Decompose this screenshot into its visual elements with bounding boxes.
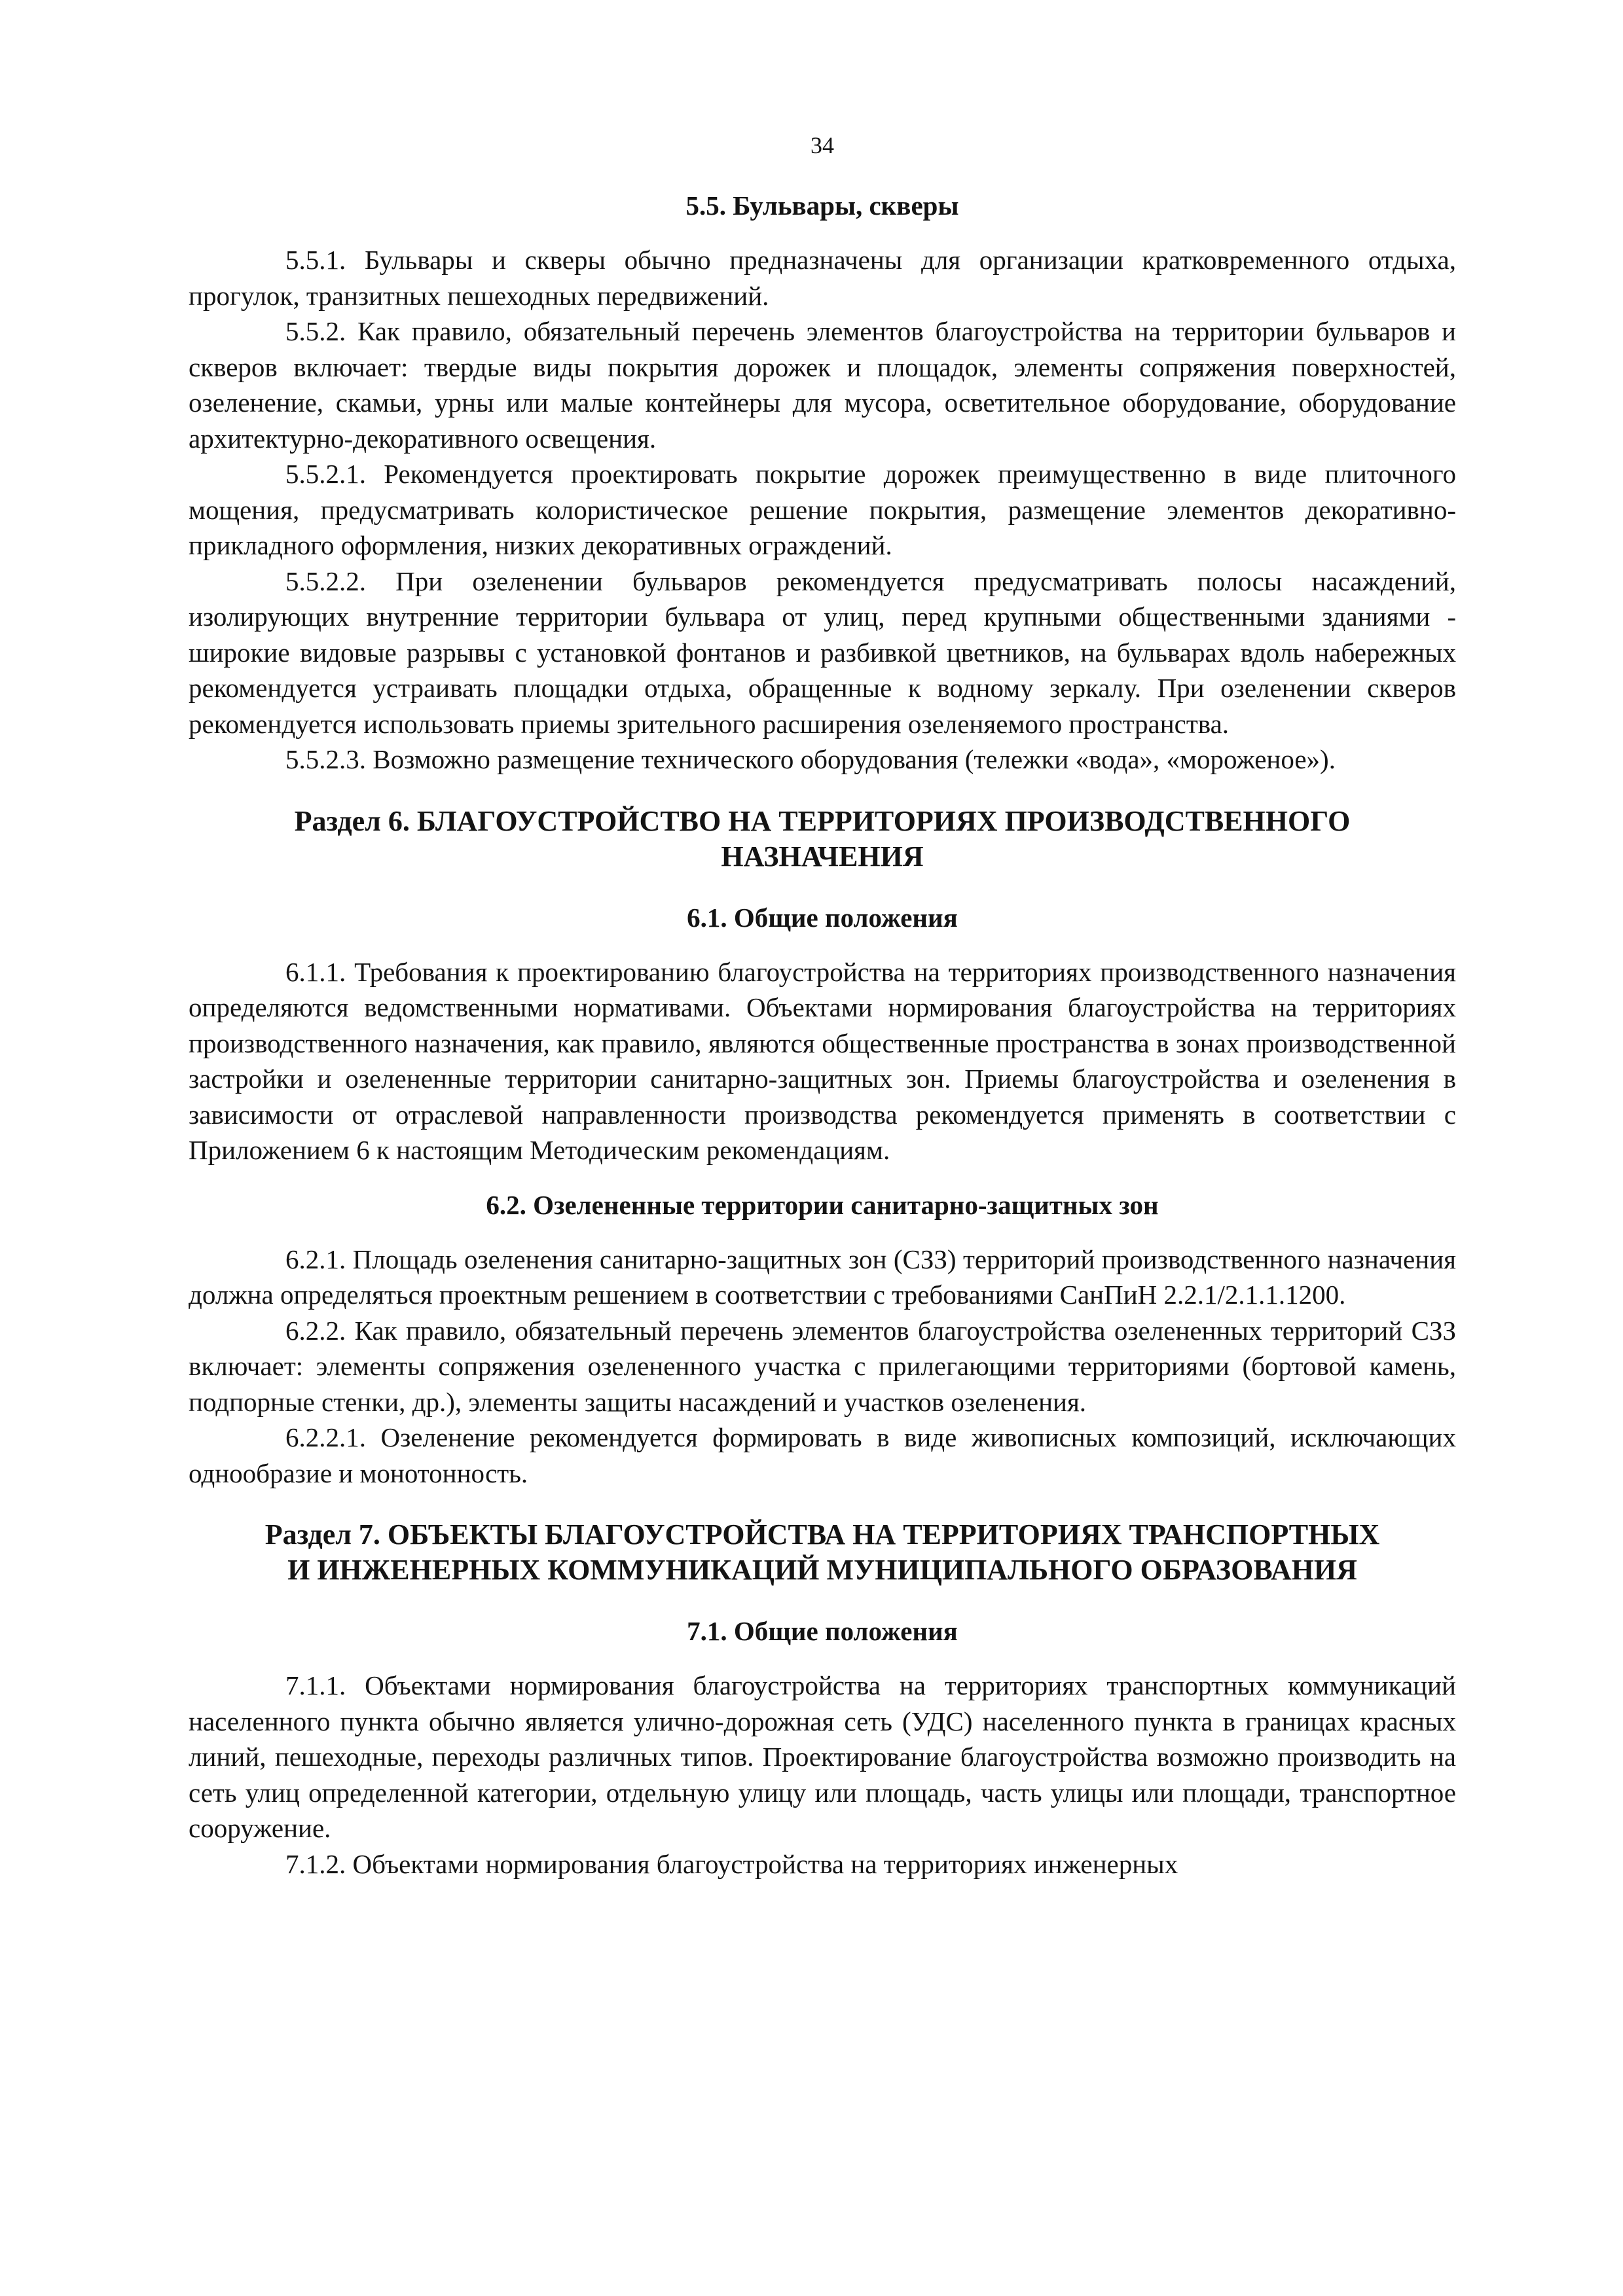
paragraph-5-5-1: 5.5.1. Бульвары и скверы обычно предназначены для организации кратковременного отдыха, прогулок, транзитных пешеходных передвижений. (189, 245, 1456, 311)
section-6-heading-line1: Раздел 6. БЛАГОУСТРОЙСТВО НА ТЕРРИТОРИЯХ ПРОИЗВОДСТВЕННОГО (294, 804, 1351, 837)
heading-5-5: 5.5. Бульвары, скверы (685, 190, 959, 221)
paragraph-7-1-1: 7.1.1. Объектами нормирования благоустройства на территориях транспортных коммуникаций населенного пункта обычно является улично-дорожная сеть (УДС) населенного пункта в границах красных линий, пешеходные, переходы различных типов. Проектирование благоустройства возможно производить на сеть улиц определенной категории, отдельную улицу или площадь, часть улицы или площади, транспортное сооружение. (189, 1670, 1456, 1843)
paragraph-6-2-2-1: 6.2.2.1. Озеленение рекомендуется формировать в виде живописных композиций, исключающих однообразие и монотонность. (189, 1422, 1456, 1488)
page-number: 34 (811, 132, 834, 158)
heading-7-1: 7.1. Общие положения (687, 1616, 958, 1646)
section-7-heading-line1: Раздел 7. ОБЪЕКТЫ БЛАГОУСТРОЙСТВА НА ТЕРРИТОРИЯХ ТРАНСПОРТНЫХ (264, 1518, 1380, 1551)
paragraph-5-5-2-3: 5.5.2.3. Возможно размещение технического оборудования (тележки «вода», «мороженое»). (285, 744, 1336, 774)
heading-6-2: 6.2. Озелененные территории санитарно-защитных зон (486, 1189, 1159, 1220)
document-page (189, 131, 1456, 1882)
heading-6-1: 6.1. Общие положения (687, 902, 958, 933)
paragraph-5-5-2-2: 5.5.2.2. При озеленении бульваров рекомендуется предусматривать полосы насаждений, изолирующих внутренние территории бульвара от улиц, перед крупными общественными зданиями - широкие видовые разрывы с установкой фонтанов и разбивкой цветников, на бульварах вдоль набережных рекомендуется устраивать площадки отдыха, обращенные к водному зеркалу. При озеленении скверов рекомендуется использовать приемы зрительного расширения озеленяемого пространства. (189, 565, 1456, 739)
paragraph-5-5-2-1: 5.5.2.1. Рекомендуется проектировать покрытие дорожек преимущественно в виде плиточного мощения, предусматривать колористическое решение покрытия, размещение элементов декоративно-прикладного оформления, низких декоративных ограждений. (189, 459, 1456, 560)
section-6-heading (189, 804, 1456, 874)
section-7-heading (189, 1517, 1456, 1588)
paragraph-5-5-2: 5.5.2. Как правило, обязательный перечень элементов благоустройства на территории бульваров и скверов включает: твердые виды покрытия дорожек и площадок, элементы сопряжения поверхностей, озеленение, скамьи, урны или малые контейнеры для мусора, осветительное оборудование, оборудование архитектурно-декоративного освещения. (189, 316, 1456, 454)
paragraph-6-2-2: 6.2.2. Как правило, обязательный перечень элементов благоустройства озелененных территорий СЗЗ включает: элементы сопряжения озелененного участка с прилегающими территориями (бортовой камень, подпорные стенки, др.), элементы защиты насаждений и участков озеленения. (189, 1315, 1456, 1417)
section-7-heading-line2: И ИНЖЕНЕРНЫХ КОММУНИКАЦИЙ МУНИЦИПАЛЬНОГО ОБРАЗОВАНИЯ (287, 1554, 1357, 1586)
paragraph-6-2-1: 6.2.1. Площадь озеленения санитарно-защитных зон (СЗЗ) территорий производственного назначения должна определяться проектным решением в соответствии с требованиями СанПиН 2.2.1/2.1.1.1200. (189, 1244, 1456, 1310)
section-6-heading-line2: НАЗНАЧЕНИЯ (721, 840, 924, 872)
paragraph-6-1-1: 6.1.1. Требования к проектированию благоустройства на территориях производственного назначения определяются ведомственными нормативами. Объектами нормирования благоустройства на территориях производственного назначения, как правило, являются общественные пространства в зонах производственной застройки и озелененные территории санитарно-защитных зон. Приемы благоустройства и озеленения в зависимости от отраслевой направленности производства рекомендуется применять в соответствии с Приложением 6 к настоящим Методическим рекомендациям. (189, 956, 1456, 1165)
paragraph-7-1-2: 7.1.2. Объектами нормирования благоустройства на территориях инженерных (285, 1848, 1178, 1879)
